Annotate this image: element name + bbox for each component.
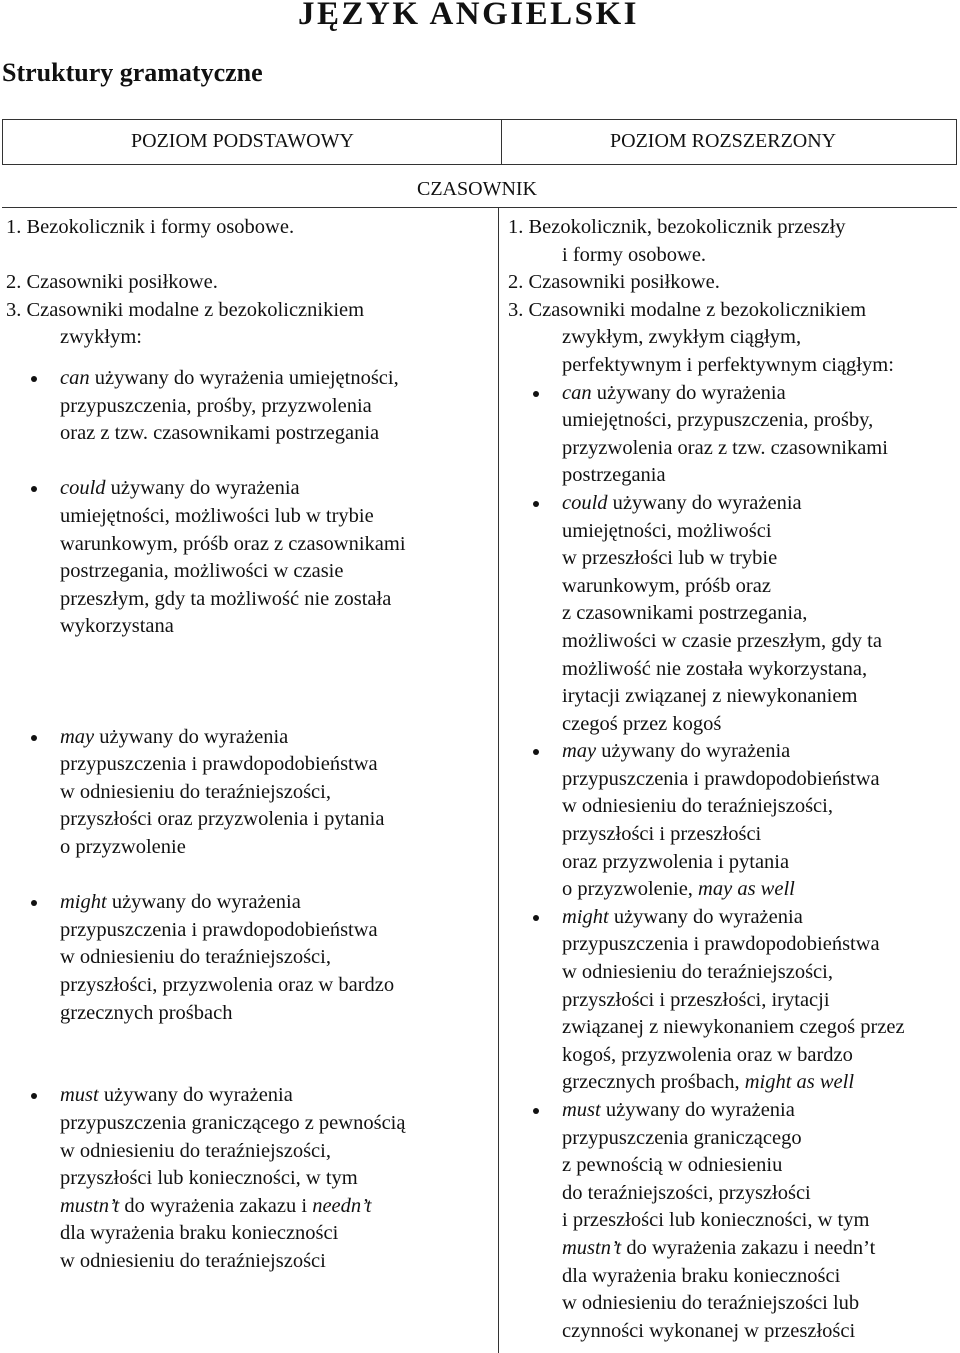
bullet-text: w odniesieniu do teraźniejszości, [60, 1139, 331, 1162]
bullet-text: przypuszczenia graniczącego z pewnością [60, 1112, 406, 1134]
bullet-text: o przyzwolenie [60, 836, 186, 859]
bullet-text: postrzegania [562, 464, 666, 487]
bullet-text: warunkowym, próśb oraz [562, 574, 771, 597]
bullet-text: grzecznych prośbach, might as well [562, 1071, 855, 1094]
bullet-text: mustn’t do wyrażenia zakazu i needn’t [60, 1194, 372, 1217]
bullet-text: przyzwolenia oraz z tzw. czasownikami [562, 436, 888, 459]
bullet-can: can używany do wyrażenia [508, 380, 956, 408]
modal-term: can [562, 381, 592, 404]
modal-term: must [60, 1084, 99, 1107]
modal-term: must [562, 1099, 601, 1121]
bullet-text: przypuszczenia graniczącego [562, 1126, 802, 1149]
bullet-text: przyszłości, przyzwolenia oraz w bardzo [60, 974, 395, 997]
bullet-text: umiejętności, przypuszczenia, prośby, [562, 409, 874, 432]
bullet-text: czegoś przez kogoś [562, 712, 722, 735]
bullet-text: dla wyrażenia braku konieczności [562, 1264, 841, 1287]
bullet-text: oraz z tzw. czasownikami postrzegania [60, 422, 380, 445]
bullet-text: mustn’t do wyrażenia zakazu i needn’t [562, 1236, 876, 1259]
bullet-text: z pewnością w odniesieniu [562, 1154, 783, 1177]
item-auxiliary-verbs: 2. Czasowniki posiłkowe. [508, 271, 720, 294]
bullet-text: grzecznych prośbach [60, 1001, 233, 1024]
bullet-text: przypuszczenia i prawdopodobieństwa [60, 753, 378, 776]
item-modal-verbs-cont: zwykłym, zwykłym ciągłym, [562, 326, 802, 349]
bullet-text: wykorzystana [60, 615, 174, 638]
section-heading: CZASOWNIK [417, 178, 537, 200]
item-infinitive-cont: i formy osobowe. [562, 243, 707, 266]
column-divider [498, 207, 499, 1353]
header-extended-level: POZIOM ROZSZERZONY [610, 130, 837, 152]
bullet-text: do teraźniejszości, przyszłości [562, 1181, 811, 1204]
item-modal-verbs: 3. Czasowniki modalne z bezokolicznikiem [6, 298, 365, 321]
bullet-text: przypuszczenia i prawdopodobieństwa [562, 933, 880, 956]
bullet-text: umiejętności, możliwości [562, 519, 772, 542]
bullet-text: przypuszczenia i prawdopodobieństwa [60, 918, 378, 941]
bullet-may: may używany do wyrażenia [508, 738, 956, 766]
modal-term: mustn’t [562, 1236, 622, 1259]
bullet-could: could używany do wyrażenia [6, 475, 491, 503]
bullet-text: przyszłości i przeszłości, irytacji [562, 988, 830, 1011]
bullet-text: dla wyrażenia braku konieczności [60, 1222, 339, 1245]
modal-term: may as well [698, 878, 795, 901]
bullet-text: irytacji związanej z niewykonaniem [562, 685, 858, 708]
item-modal-verbs-cont: perfektywnym i perfektywnym ciągłym: [562, 353, 894, 376]
modal-term: might [562, 905, 609, 928]
modal-term: could [562, 491, 608, 514]
bullet-must: must używany do wyrażenia [508, 1097, 956, 1125]
item-auxiliary-verbs: 2. Czasowniki posiłkowe. [6, 271, 218, 294]
level-header [2, 119, 957, 165]
modal-term: needn’t [312, 1194, 372, 1217]
item-modal-verbs-cont: zwykłym: [60, 326, 142, 349]
modal-term: could [60, 477, 106, 500]
bullet-text: przypuszczenia i prawdopodobieństwa [562, 767, 880, 790]
bullet-could: could używany do wyrażenia [508, 490, 956, 518]
bullet-text: postrzegania, możliwości w czasie [60, 560, 344, 583]
modal-term: mustn’t [60, 1194, 120, 1217]
bullet-text: oraz przyzwolenia i pytania [562, 850, 790, 873]
bullet-can: can używany do wyrażenia umiejętności, [6, 365, 491, 393]
bullet-text: kogoś, przyzwolenia oraz w bardzo [562, 1043, 853, 1066]
bullet-text: przyszłości oraz przyzwolenia i pytania [60, 808, 385, 831]
modal-term: can [60, 366, 90, 389]
bullet-text: o przyzwolenie, may as well [562, 878, 795, 901]
bullet-might: might używany do wyrażenia [6, 889, 491, 917]
bullet-text: przypuszczenia, prośby, przyzwolenia [60, 394, 372, 417]
item-infinitive: 1. Bezokolicznik i formy osobowe. [6, 216, 295, 238]
extended-level-column [508, 214, 956, 1345]
modal-term: might [60, 891, 107, 914]
bullet-text: w odniesieniu do teraźniejszości, [562, 961, 833, 984]
modal-term: may [562, 740, 597, 763]
modal-term: may [60, 725, 95, 748]
page-subtitle: Struktury gramatyczne [2, 58, 263, 87]
bullet-may: may używany do wyrażenia [6, 724, 491, 752]
section-rule [2, 207, 957, 208]
bullet-text: i przeszłości lub konieczności, w tym [562, 1209, 870, 1232]
bullet-text: przyszłości lub konieczności, w tym [60, 1167, 358, 1190]
header-basic-level: POZIOM PODSTAWOWY [131, 130, 354, 152]
bullet-text: warunkowym, próśb oraz z czasownikami [60, 532, 406, 555]
modal-term: might as well [744, 1071, 855, 1094]
item-modal-verbs: 3. Czasowniki modalne z bezokolicznikiem [508, 298, 867, 321]
bullet-text: w przeszłości lub w trybie [562, 547, 778, 570]
header-divider [501, 120, 502, 164]
bullet-text: związanej z niewykonaniem czegoś przez [562, 1016, 905, 1039]
bullet-text: z czasownikami postrzegania, [562, 602, 808, 625]
bullet-text: umiejętności, możliwości lub w trybie [60, 504, 374, 527]
bullet-text: w odniesieniu do teraźniejszości, [60, 780, 331, 803]
bullet-text: przeszłym, gdy ta możliwość nie została [60, 587, 392, 610]
bullet-text: w odniesieniu do teraźniejszości, [60, 946, 331, 969]
bullet-text: w odniesieniu do teraźniejszości, [562, 795, 833, 818]
bullet-might: might używany do wyrażenia [508, 904, 956, 932]
basic-level-column [6, 214, 491, 1276]
bullet-text: możliwość nie została wykorzystana, [562, 657, 868, 680]
bullet-text: czynności wykonanej w przeszłości [562, 1319, 856, 1342]
item-infinitive: 1. Bezokolicznik, bezokolicznik przeszły [508, 216, 846, 238]
page-title: JĘZYK ANGIELSKI [298, 0, 640, 32]
bullet-text: w odniesieniu do teraźniejszości lub [562, 1292, 860, 1315]
bullet-text: w odniesieniu do teraźniejszości [60, 1249, 326, 1272]
bullet-text: możliwości w czasie przeszłym, gdy ta [562, 629, 882, 652]
bullet-must: must używany do wyrażenia [6, 1082, 491, 1110]
bullet-text: przyszłości i przeszłości [562, 823, 762, 846]
